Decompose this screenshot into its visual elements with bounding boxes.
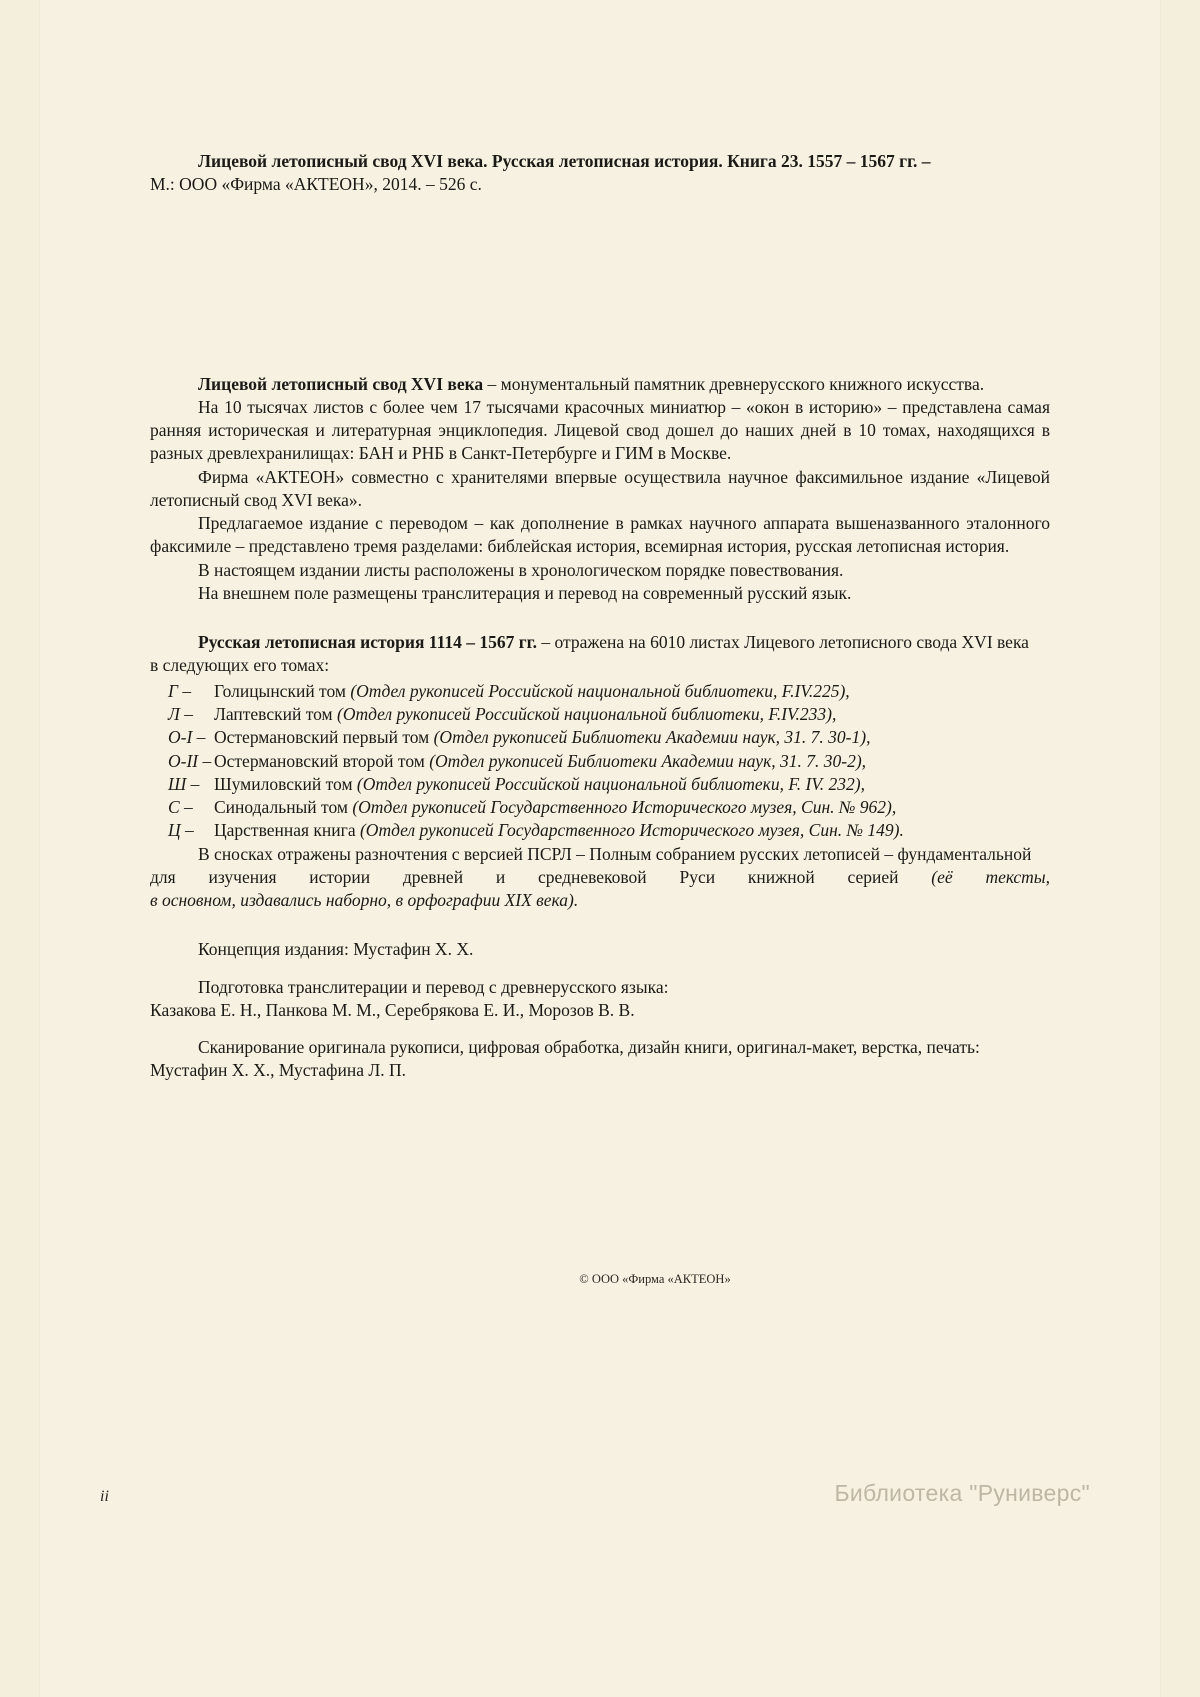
list-item [150, 773, 1050, 796]
intro-paragraph-1: На 10 тысячах листов с более чем 17 тысячами красочных миниатюр – «окон в историю» – представлена самая ранняя историческая и литературная энциклопедия. Лицевой свод дошел до наших дней в 10 томах, находящихся в разных древлехранилищах: БАН и РНБ в Санкт-Петербурге и ГИМ в Москве. [150, 396, 1050, 464]
intro-paragraph-5: На внешнем поле размещены транслитерация и перевод на современный русский язык. [198, 582, 852, 603]
volume-text [214, 796, 1050, 819]
intro-block [150, 373, 1050, 606]
intro-lead [150, 373, 1050, 396]
volume-name: Синодальный том [214, 797, 353, 818]
volume-source: (Отдел рукописей Библиотеки Академии наук, 31. 7. 30-2), [429, 750, 867, 771]
volume-text [214, 703, 1050, 726]
list-item [150, 796, 1050, 819]
intro-paragraph-2: Фирма «АКТЕОН» совместно с хранителями впервые осуществила научное факсимильное издание «Лицевой летописный свод XVI века». [150, 466, 1050, 510]
volume-name: Голицынский том [214, 680, 351, 701]
intro-lead-bold: Лицевой летописный свод XVI века [198, 373, 484, 394]
volume-name: Царственная книга [214, 820, 360, 841]
page-number: ii [100, 1488, 109, 1505]
list-item [150, 819, 1050, 842]
volume-text [214, 750, 1050, 773]
volume-name: Остермановский первый том [214, 727, 434, 748]
history-lead-bold: Русская летописная история 1114 – 1567 гг. [198, 632, 538, 653]
volume-source: (Отдел рукописей Российской национальной библиотеки, F.IV.233), [337, 703, 837, 724]
credits-concept: Концепция издания: Мустафин Х. Х. [198, 939, 474, 960]
volume-sigla: С – [168, 797, 193, 818]
list-item [150, 726, 1050, 749]
volume-source: (Отдел рукописей Российской национальной библиотеки, F.IV.225), [350, 680, 850, 701]
history-lead-rest: – отражена на 6010 листах Лицевого летописного свода XVI века [537, 632, 1029, 653]
intro-paragraph-3: Предлагаемое издание с переводом – как дополнение в рамках научного аппарата вышеназванного эталонного факсимиле – представлено тремя разделами: библейская история, всемирная история, русская летописная история. [150, 513, 1050, 557]
copyright-notice [40, 1272, 1160, 1287]
history-block [150, 631, 1050, 912]
volume-sigla: Ш – [168, 773, 200, 794]
footnote-line-2-text: для изучения истории древней и средневековой Руси книжной серией [150, 866, 899, 887]
footnote-italic-2: в основном, издавались наборно, в орфографии XIX века). [150, 890, 579, 911]
credits-translit-title: Подготовка транслитерации и перевод с древнерусского языка: [198, 976, 669, 997]
volume-name: Лаптевский том [214, 703, 338, 724]
volume-sigla: Г – [168, 680, 192, 701]
credits-block [150, 938, 1050, 1082]
credits-scan-title: Сканирование оригинала рукописи, цифровая обработка, дизайн книги, оригинал-макет, верстка, печать: [198, 1037, 980, 1058]
citation-line-2: М.: ООО «Фирма «АКТЕОН», 2014. – 526 с. [150, 174, 482, 195]
credits-scan-names: Мустафин Х. Х., Мустафина Л. П. [150, 1060, 406, 1081]
volumes-list [150, 680, 1050, 843]
credits-translit-names: Казакова Е. Н., Панкова М. М., Серебрякова Е. И., Морозов В. В. [150, 999, 635, 1020]
volume-sigla: Ц – [168, 820, 194, 841]
volume-text [214, 773, 1050, 796]
volume-text [214, 726, 1050, 749]
volume-text [214, 680, 1050, 703]
volume-name: Шумиловский том [214, 773, 357, 794]
volume-source: (Отдел рукописей Библиотеки Академии наук, 31. 7. 30-1), [433, 727, 871, 748]
footnote-line-2 [150, 866, 1050, 889]
intro-paragraph-4: В настоящем издании листы расположены в хронологическом порядке повествования. [198, 559, 844, 580]
citation-line-1 [150, 150, 1050, 173]
copyright-text: © ООО «Фирма «АКТЕОН» [579, 1272, 731, 1286]
page-sheet [40, 0, 1160, 1697]
volume-source: (Отдел рукописей Государственного Исторического музея, Син. № 962), [352, 797, 897, 818]
volume-text [214, 819, 1050, 842]
volume-sigla: О-II – [168, 750, 212, 771]
volume-sigla: Л – [168, 703, 193, 724]
page-content [150, 150, 1050, 1083]
list-item [150, 703, 1050, 726]
list-item [150, 750, 1050, 773]
library-watermark: Библиотека "Руниверс" [834, 1480, 1090, 1506]
intro-lead-rest: – монументальный памятник древнерусского книжного искусства. [483, 373, 985, 394]
footnote-italic-1: (её тексты, [931, 866, 1051, 887]
history-lead-tail: в следующих его томах: [150, 655, 330, 676]
citation-block [150, 150, 1050, 197]
citation-bold: Лицевой летописный свод XVI века. Русская летописная история. Книга 23. 1557 – 1567 гг. – [198, 151, 931, 171]
volume-sigla: О-I – [168, 727, 206, 748]
volume-name: Остермановский второй том [214, 750, 430, 771]
list-item [150, 680, 1050, 703]
history-lead [150, 631, 1050, 654]
volume-source: (Отдел рукописей Российской национальной библиотеки, F. IV. 232), [356, 773, 865, 794]
volume-source: (Отдел рукописей Государственного Исторического музея, Син. № 149). [359, 820, 904, 841]
footnote-paragraph: В сносках отражены разночтения с версией ПСРЛ – Полным собранием русских летописей – фундаментальной [198, 843, 1032, 864]
